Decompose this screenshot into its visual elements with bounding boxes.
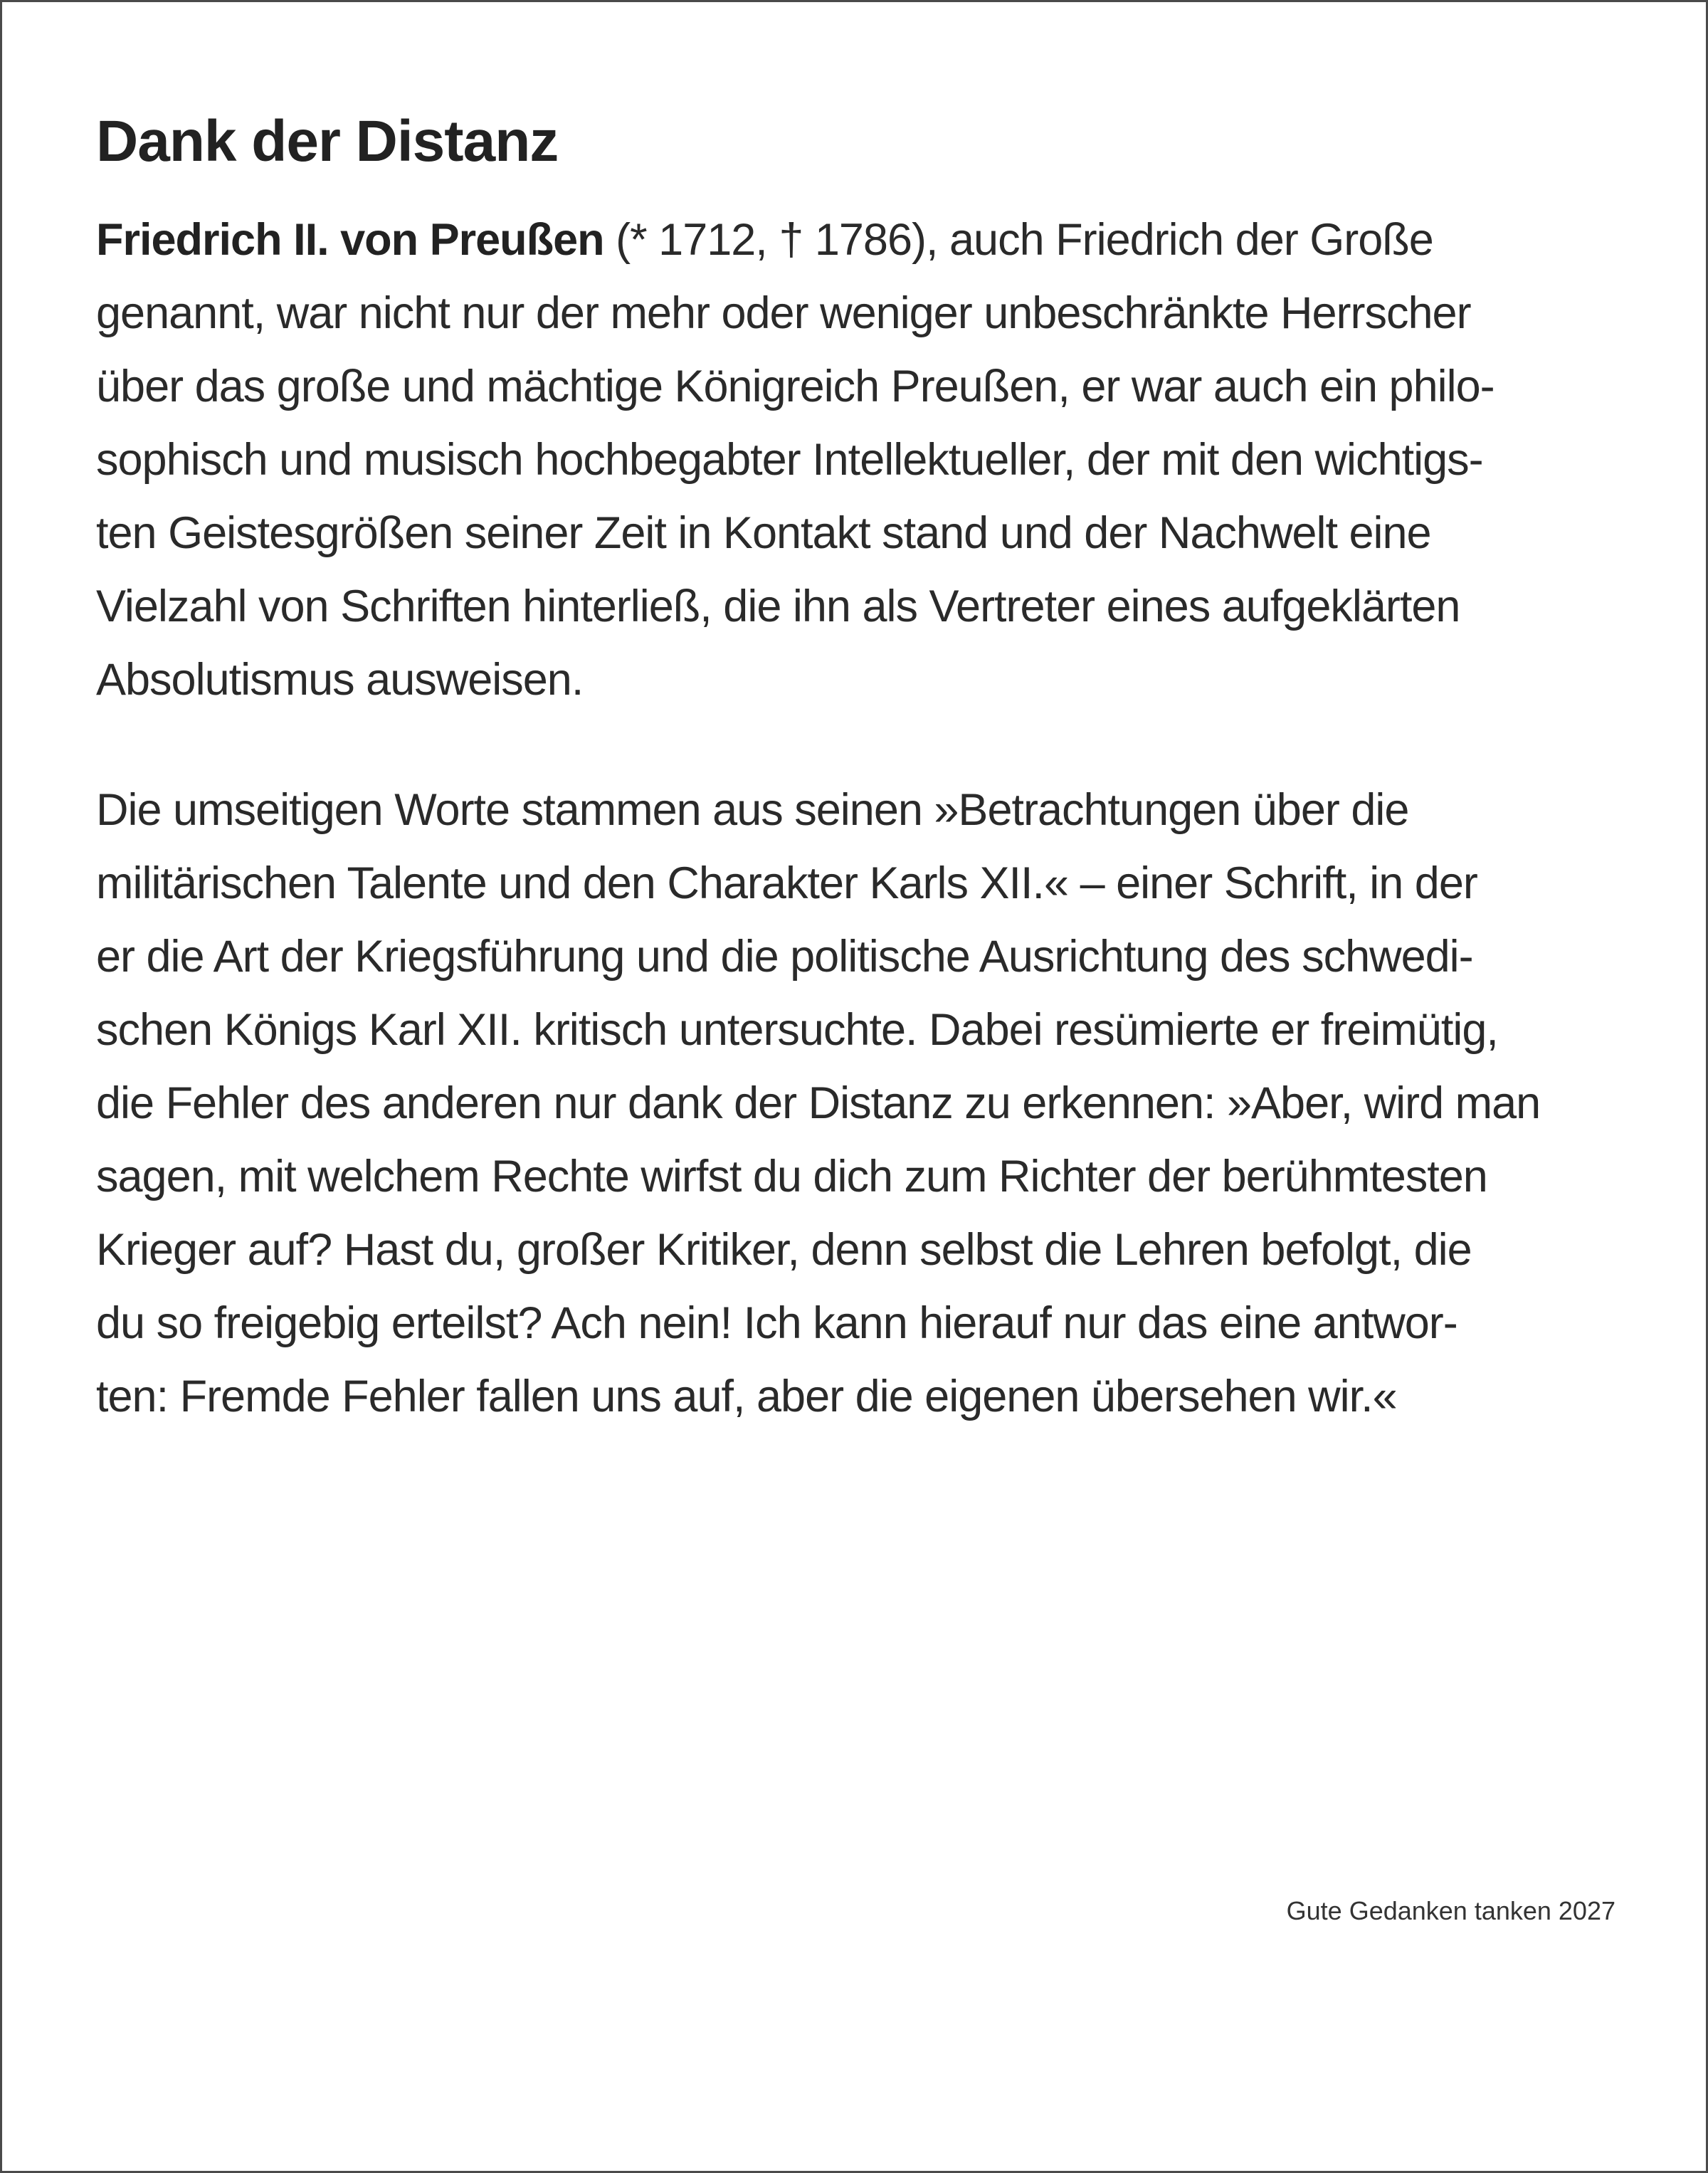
text-line: Absolutismus ausweisen. [96,655,584,705]
text-line: militärischen Talente und den Charakter Karls XII.« – einer Schrift, in der [96,858,1477,909]
text-line: genannt, war nicht nur der mehr oder weniger unbeschränkte Herrscher [96,288,1471,339]
text-line: schen Königs Karl XII. kritisch untersuchte. Dabei resümierte er freimütig, [96,1005,1498,1056]
text-line: ten Geistesgrößen seiner Zeit in Kontakt stand und der Nachwelt eine [96,508,1431,559]
text-fragment: (* 1712, † 1786), auch Friedrich der Große [603,215,1433,265]
text-line: du so freigebig erteilst? Ach nein! Ich kann hierauf nur das eine antwor- [96,1298,1457,1349]
text-line: die Fehler des anderen nur dank der Distanz zu erkennen: »Aber, wird man [96,1078,1541,1129]
text-line: ten: Fremde Fehler fallen uns auf, aber die eigenen übersehen wir.« [96,1372,1397,1422]
biography-paragraph [96,204,1619,717]
footer-caption: Gute Gedanken tanken 2027 [1286,1896,1615,1925]
text-line: sagen, mit welchem Rechte wirfst du dich zum Richter der berühmtesten [96,1152,1487,1202]
text-line: sophisch und musisch hochbegabter Intellektueller, der mit den wichtigs- [96,435,1483,485]
text-line: über das große und mächtige Königreich Preußen, er war auch ein philo- [96,362,1494,412]
quote-context-paragraph [96,774,1619,1433]
text-line [96,204,1619,277]
text-line: er die Art der Kriegsführung und die politische Ausrichtung des schwedi- [96,932,1473,982]
page-content [96,107,1619,1433]
text-line: Die umseitigen Worte stammen aus seinen »Betrachtungen über die [96,785,1409,836]
page-title: Dank der Distanz [96,109,559,174]
text-line: Vielzahl von Schriften hinterließ, die ihn als Vertreter eines aufgeklärten [96,582,1460,632]
text-line: Krieger auf? Hast du, großer Kritiker, denn selbst die Lehren befolgt, die [96,1225,1472,1275]
person-name: Friedrich II. von Preußen [96,215,604,265]
